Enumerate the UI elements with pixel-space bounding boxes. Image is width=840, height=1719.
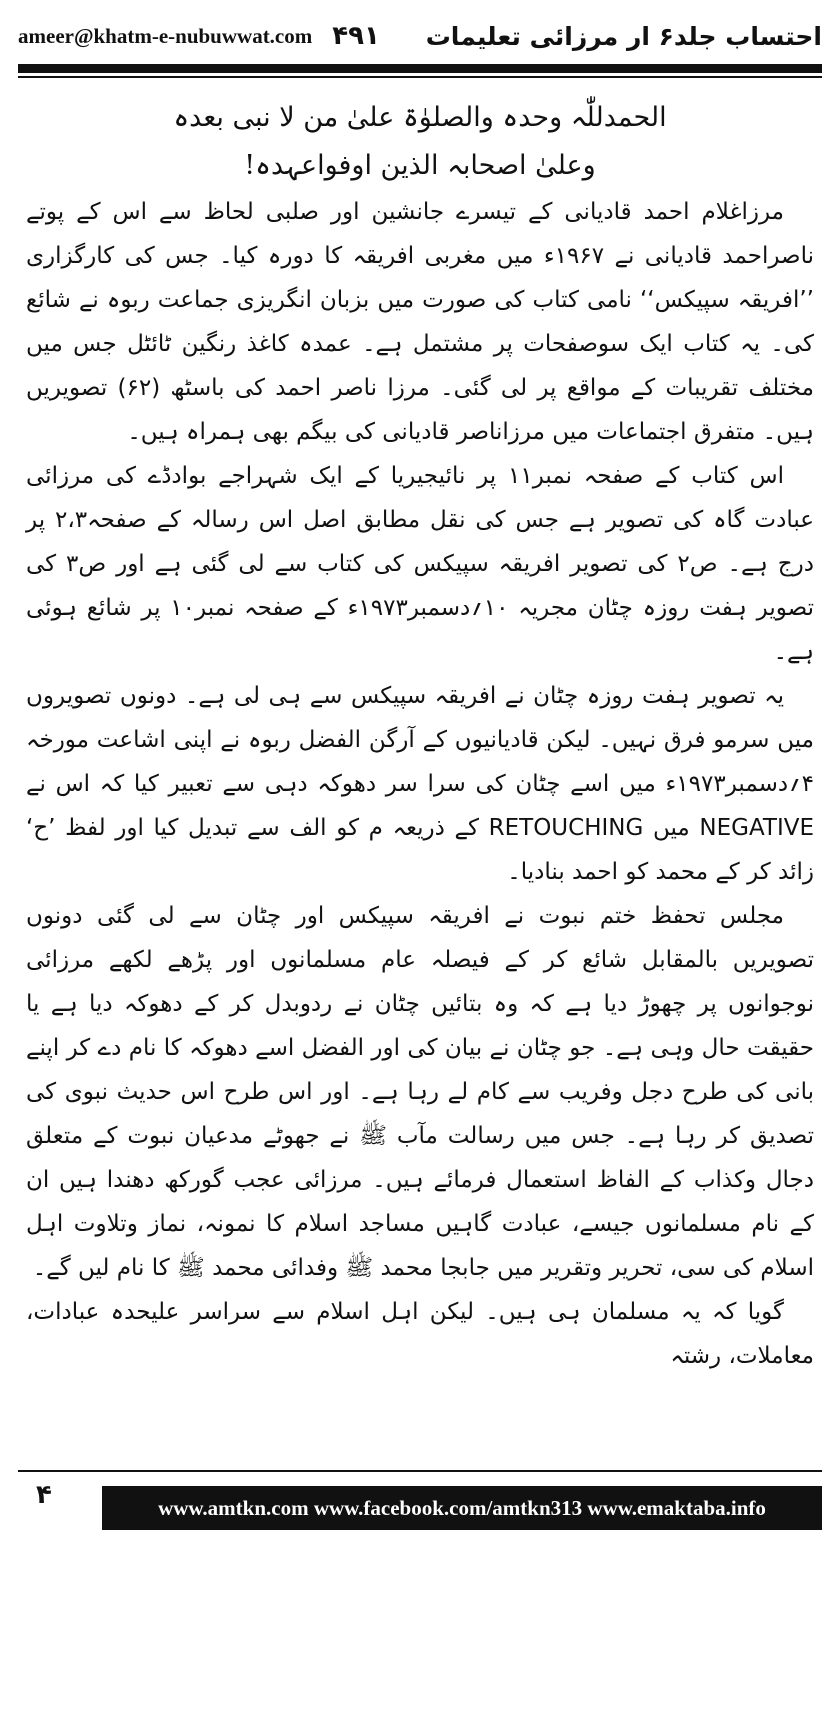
header-book-title: احتساب جلد۶ ار مرزائی تعلیمات: [425, 21, 822, 51]
paragraph-4: مجلس تحفظ ختم نبوت نے افریقہ سپیکس اور چٹان سے لی گئی دونوں تصویریں بالمقابل شائع کر کے فیصلہ عام مسلمانوں اور پڑھے لکھے مرزائی نوجوانوں پر چھوڑ دیا ہے کہ وہ بتائیں چٹان نے ردوبدل کر کے دھوکہ دیا ہے یا حقیقت حال وہی ہے۔ جو چٹان نے بیان کی اور الفضل اسے دھوکہ کا نام دے کر اپنے بانی کی طرح دجل وفریب سے کام لے رہا ہے۔ اور اس طرح اس حدیث نبوی کی تصدیق کر رہا ہے۔ جس میں رسالت مآب ﷺ نے جھوٹے مدعیان نبوت کے متعلق دجال وکذاب کے الفاظ استعمال فرمائے ہیں۔ مرزائی عجب گورکھ دھندا ہیں ان کے نام مسلمانوں جیسے، عبادت گاہیں مساجد اسلام کا نمونہ، نماز وتلاوت اہل اسلام کی سی، تحریر وتقریر میں جابجا محمد ﷺ وفدائی محمد ﷺ کا نام لیں گے۔: [26, 903, 814, 1281]
footer-page-number: ۴: [36, 1480, 52, 1510]
page-header: [18, 10, 822, 62]
paragraph-5: گویا کہ یہ مسلمان ہی ہیں۔ لیکن اہل اسلام سے سراسر علیحدہ عبادات، معاملات، رشتہ: [26, 1299, 814, 1369]
header-thin-rule: [18, 76, 822, 78]
paragraph-3: یہ تصویر ہفت روزہ چٹان نے افریقہ سپیکس سے ہی لی ہے۔ دونوں تصویروں میں سرمو فرق نہیں۔ لیکن قادیانیوں کے آرگن الفضل ربوہ نے اپنی اشاعت مورخہ ۴؍دسمبر۱۹۷۳ء میں اسے چٹان کی سرا سر دھوکہ دہی سے تعبیر کیا کہ اس نے NEGATIVE میں RETOUCHING کے ذریعہ م کو الف سے تبدیل کیا اور لفظ ’ح‘ زائد کر کے محمد کو احمد بنادیا۔: [26, 683, 814, 885]
paragraph-1: مرزاغلام احمد قادیانی کے تیسرے جانشین اور صلبی لحاظ سے اس کے پوتے ناصراحمد قادیانی نے ۱۹۶۷ء میں مغربی افریقہ کا دورہ کیا۔ جس کی کارگزاری ’’افریقہ سپیکس‘‘ نامی کتاب کی صورت میں بزبان انگریزی جماعت ربوہ نے شائع کی۔ یہ کتاب ایک سوصفحات پر مشتمل ہے۔ عمدہ کاغذ رنگین ٹائٹل جس میں مختلف تقریبات کے مواقع پر لی گئی۔ مرزا ناصر احمد کی باسٹھ (۶۲) تصویریں ہیں۔ متفرق اجتماعات میں مرزاناصر قادیانی کی بیگم بھی ہمراہ ہیں۔: [26, 199, 814, 445]
header-email: ameer@khatm-e-nubuwwat.com: [18, 23, 313, 48]
arabic-invocation-line-1: الحمدللّٰہ وحدہ والصلوٰۃ علیٰ من لا نبی بعدہ: [173, 102, 667, 133]
footer-links[interactable]: www.amtkn.com www.facebook.com/amtkn313 www.emaktaba.info: [158, 1495, 766, 1520]
footer-rule: [18, 1470, 822, 1472]
header-thick-rule: [18, 64, 822, 73]
paragraph-2: اس کتاب کے صفحہ نمبر۱۱ پر نائیجیریا کے ایک شہراجے بوادڈے کی مرزائی عبادت گاہ کی تصویر ہے جس کی نقل مطابق اصل اس رسالہ کے صفحہ۲،۳ پر درج ہے۔ ص۲ کی تصویر افریقہ سپیکس کی کتاب سے لی گئی ہے اور ص۳ کی تصویر ہفت روزہ چٹان مجریہ ۱۰؍دسمبر۱۹۷۳ء کے صفحہ نمبر۱۰ پر شائع ہوئی ہے۔: [26, 463, 814, 665]
header-left: [18, 21, 380, 51]
footer-link-bar: [102, 1486, 822, 1530]
arabic-invocation-line-2: وعلیٰ اصحابہ الذین اوفواعہدہ!: [244, 150, 596, 181]
header-page-number: ۴۹۱: [332, 21, 380, 51]
page-footer: [18, 1470, 822, 1534]
